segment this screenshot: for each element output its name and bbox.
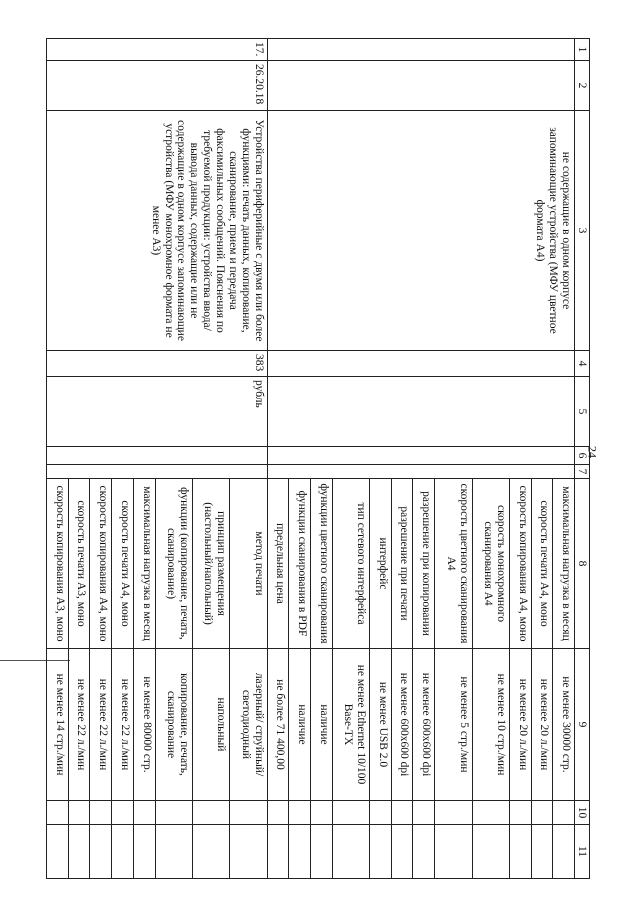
col11-cell	[192, 825, 229, 879]
col10-cell	[47, 801, 69, 825]
header-cell: 1	[575, 39, 590, 61]
characteristic-value: не менее 30000 стр.	[553, 649, 575, 801]
col10-cell	[509, 801, 531, 825]
col11-cell	[311, 825, 333, 879]
col10-cell	[90, 801, 112, 825]
col10-cell	[553, 801, 575, 825]
table-row	[553, 39, 575, 879]
item17-okei: 383	[47, 351, 268, 377]
col11-cell	[90, 825, 112, 879]
characteristic-value: не менее 20 л./мин	[509, 649, 531, 801]
col10-cell	[133, 801, 155, 825]
characteristic-value: не менее Ethernet 10/100 Base-TX	[332, 649, 369, 801]
characteristic-name: предельная цена	[267, 479, 289, 649]
col10-cell	[289, 801, 311, 825]
characteristic-name: скорость копирования А4, моно	[509, 479, 531, 649]
characteristic-name: скорость монохромного сканирования А4	[472, 479, 509, 649]
characteristic-value: не менее 22 л./мин	[68, 649, 90, 801]
col11-cell	[133, 825, 155, 879]
characteristic-name: интерфейс	[370, 479, 392, 649]
header-cell: 11	[575, 825, 590, 879]
col10-cell	[332, 801, 369, 825]
item17-col6	[47, 447, 268, 465]
col10-cell	[391, 801, 413, 825]
col11-cell	[47, 825, 69, 879]
rotated-table-wrapper	[46, 38, 640, 858]
item16-name: не содержащие в одном корпусе запоминающие устройства (МФУ цветное формата А4)	[267, 111, 574, 351]
col10-cell	[155, 801, 192, 825]
col11-cell	[391, 825, 413, 879]
characteristic-name: метод печати	[230, 479, 267, 649]
characteristic-value: наличие	[311, 649, 333, 801]
characteristic-value: не менее 80000 стр.	[133, 649, 155, 801]
characteristic-name: функции цветного сканирования	[311, 479, 333, 649]
characteristic-value: не менее 22 л./мин	[112, 649, 134, 801]
col11-cell	[553, 825, 575, 879]
characteristic-name: скорость печати А4, моно	[531, 479, 553, 649]
col10-cell	[68, 801, 90, 825]
characteristic-name: разрешение при печати	[391, 479, 413, 649]
characteristic-value: не менее 5 стр./мин	[435, 649, 472, 801]
col11-cell	[435, 825, 472, 879]
item16-code	[267, 61, 574, 111]
col11-cell	[289, 825, 311, 879]
table-row	[230, 39, 267, 879]
col10-cell	[370, 801, 392, 825]
characteristic-name: скорость печати А3, моно	[68, 479, 90, 649]
header-row	[575, 39, 590, 879]
characteristic-value: не менее 10 стр./мин	[472, 649, 509, 801]
col11-cell	[472, 825, 509, 879]
col11-cell	[230, 825, 267, 879]
characteristic-value: не более 71 400,00	[267, 649, 289, 801]
header-cell: 6	[575, 447, 590, 465]
col10-cell	[531, 801, 553, 825]
characteristic-value: не менее 22 л./мин	[90, 649, 112, 801]
item16-col6	[267, 447, 574, 465]
item17-num: 17.	[47, 39, 268, 61]
item17-unit: рубль	[47, 377, 268, 447]
header-cell: 4	[575, 351, 590, 377]
col11-cell	[155, 825, 192, 879]
characteristic-name: максимальная нагрузка в месяц	[553, 479, 575, 649]
col11-cell	[112, 825, 134, 879]
characteristic-name: скорость копирования А3, моно	[47, 479, 69, 649]
col11-cell	[68, 825, 90, 879]
characteristic-value: не менее 14 стр./мин	[47, 649, 69, 801]
item16-unit	[267, 377, 574, 447]
item16-okei	[267, 351, 574, 377]
characteristic-name: скорость печати А4, моно	[112, 479, 134, 649]
col11-cell	[332, 825, 369, 879]
header-cell: 8	[575, 479, 590, 649]
characteristic-value: не менее 20 л./мин	[531, 649, 553, 801]
characteristic-value: напольный	[192, 649, 229, 801]
characteristic-value: наличие	[289, 649, 311, 801]
col11-cell	[509, 825, 531, 879]
col11-cell	[267, 825, 289, 879]
characteristic-value: копирование, печать, сканирование	[155, 649, 192, 801]
header-cell: 5	[575, 377, 590, 447]
item16-num	[267, 39, 574, 61]
col10-cell	[112, 801, 134, 825]
characteristic-name: принцип размещения (настольный/напольный)	[192, 479, 229, 649]
col10-cell	[472, 801, 509, 825]
item17-col7	[47, 465, 268, 479]
characteristic-name: максимальная нагрузка в месяц	[133, 479, 155, 649]
characteristic-value: не менее 600х600 dpi	[413, 649, 435, 801]
characteristic-name: скорость цветного сканирования А4	[435, 479, 472, 649]
item17-name: Устройства периферийные с двумя или более функциями: печать данных, копирование, сканирование, прием и передача факсимильных сообщений. Пояснения по требуемой продукции: устройства ввода/вывода данных, содержащие или не содержащие в одном корпусе запоминающие устройства (МФУ монохромное формата не менее А3)	[47, 111, 268, 351]
characteristic-value: не менее 600х600 dpi	[391, 649, 413, 801]
col10-cell	[413, 801, 435, 825]
col11-cell	[531, 825, 553, 879]
col11-cell	[370, 825, 392, 879]
col10-cell	[435, 801, 472, 825]
header-cell: 10	[575, 801, 590, 825]
col10-cell	[230, 801, 267, 825]
header-cell: 9	[575, 649, 590, 801]
item17-code: 26.20.18	[47, 61, 268, 111]
characteristic-name: скорость копирования А4, моно	[90, 479, 112, 649]
col10-cell	[267, 801, 289, 825]
characteristic-value: лазерный/ струйный/ светодиодный	[230, 649, 267, 801]
header-cell: 7	[575, 465, 590, 479]
characteristic-name: функции (копирование, печать, сканирование)	[155, 479, 192, 649]
characteristic-value: не менее USB 2.0	[370, 649, 392, 801]
characteristic-name: функции сканирования в PDF	[289, 479, 311, 649]
item16-col7	[267, 465, 574, 479]
page-number: 24	[585, 446, 600, 458]
col10-cell	[192, 801, 229, 825]
header-cell: 2	[575, 61, 590, 111]
characteristic-name: разрешение при копировании	[413, 479, 435, 649]
col11-cell	[413, 825, 435, 879]
characteristic-name: тип сетевого интерфейса	[332, 479, 369, 649]
requirements-table	[46, 38, 590, 879]
header-cell: 3	[575, 111, 590, 351]
col10-cell	[311, 801, 333, 825]
